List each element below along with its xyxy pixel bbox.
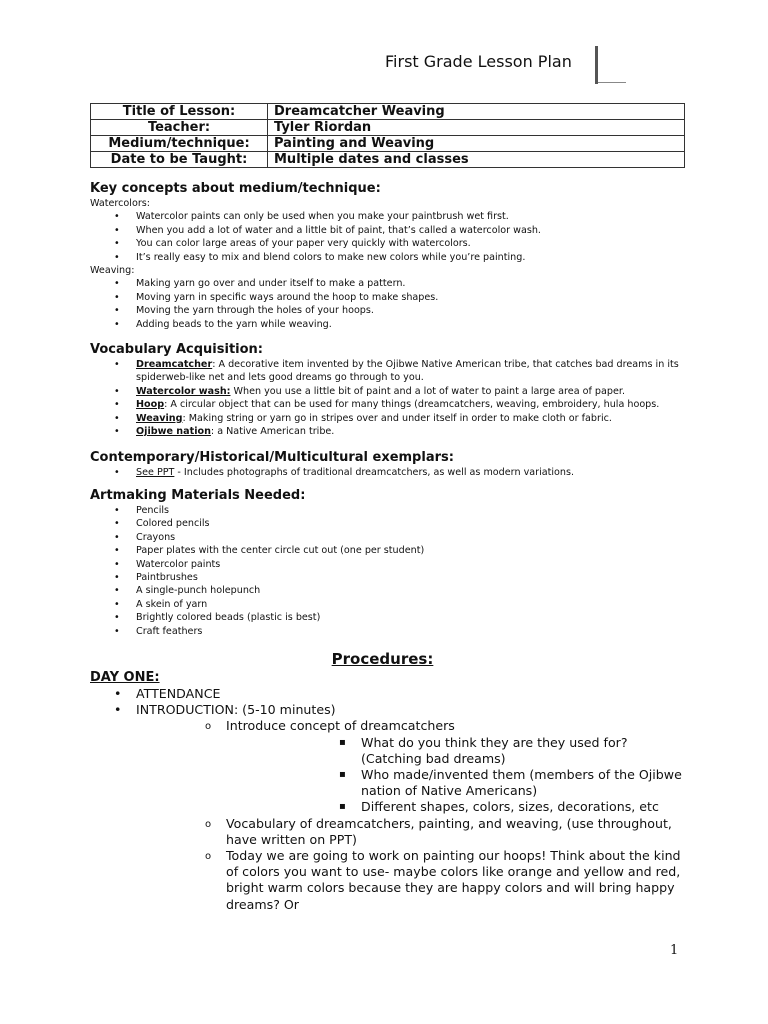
list-item: • A single-punch holepunch (90, 584, 690, 597)
list-item (90, 385, 690, 398)
table-row (91, 136, 685, 152)
list-item: • Moving yarn in specific ways around the hoop to make shapes. (90, 291, 690, 304)
list-item (90, 412, 690, 425)
table-row (91, 152, 685, 168)
list-item (90, 358, 690, 385)
list-item: • It’s really easy to mix and blend colors to make new colors while you’re painting. (90, 251, 690, 264)
questions-list (226, 735, 690, 816)
section-heading-key-concepts: Key concepts about medium/technique: (90, 181, 381, 196)
list-item: • When you add a lot of water and a little bit of paint, that’s called a watercolor wash. (90, 224, 690, 237)
vocab-definition: : A circular object that can be used for many things (dreamcatchers, weaving, embroidery, hula hoops. (164, 399, 660, 411)
list-item: • You can color large areas of your paper very quickly with watercolors. (90, 237, 690, 250)
list-item: o Vocabulary of dreamcatchers, painting, and weaving, (use throughout, have written on PPT) (136, 816, 690, 848)
lesson-info-table (90, 103, 685, 168)
vocab-term: Watercolor wash: (136, 385, 231, 397)
introduction-label: INTRODUCTION: (5-10 minutes) (136, 702, 336, 718)
list-item: • Making yarn go over and under itself to make a pattern. (90, 277, 690, 290)
vocab-definition: : a Native American tribe. (210, 426, 335, 438)
list-item: • ATTENDANCE (90, 686, 690, 702)
vocab-term: Weaving (136, 412, 183, 424)
list-item: • Watercolor paints can only be used when you make your paintbrush wet first. (90, 210, 690, 223)
list-item (90, 425, 690, 438)
section-heading-vocabulary: Vocabulary Acquisition: (90, 342, 263, 358)
page-header-title: First Grade Lesson Plan (385, 52, 572, 71)
info-label: Teacher: (91, 120, 268, 136)
table-row (91, 120, 685, 136)
vocab-definition: When you use a little bit of paint and a lot of water to paint a large area of paper. (230, 385, 625, 397)
header-vertical-rule (595, 46, 598, 84)
ppt-link[interactable]: See PPT (136, 466, 175, 478)
info-value: Painting and Weaving (268, 136, 685, 152)
info-label: Date to be Taught: (91, 152, 268, 168)
vocabulary-list (90, 358, 690, 438)
watercolors-list (90, 210, 690, 264)
materials-list (90, 504, 690, 638)
weaving-list (90, 277, 690, 331)
list-item: o Today we are going to work on painting our hoops! Think about the kind of colors you want to use- maybe colors like orange and yellow and red, bright warm colors because they are happy colors and will bring happy dreams? Or (136, 848, 690, 913)
list-item: • Crayons (90, 531, 690, 544)
list-item (90, 702, 690, 913)
list-item: • Moving the yarn through the holes of your hoops. (90, 304, 690, 317)
vocab-term: Ojibwe nation (136, 426, 211, 438)
procedures-list (90, 686, 690, 913)
table-row (91, 104, 685, 120)
list-item: • Watercolor paints (90, 558, 690, 571)
intro-concept-text: Introduce concept of dreamcatchers (226, 718, 455, 734)
list-item: ▪ What do you think they are they used for? (Catching bad dreams) (226, 735, 690, 767)
list-item: • Colored pencils (90, 517, 690, 530)
vocab-definition: : Making string or yarn go in stripes over and under itself in order to make cloth or fabric. (182, 412, 612, 424)
exemplars-list (90, 466, 690, 479)
list-item: • A skein of yarn (90, 598, 690, 611)
list-item: • Paper plates with the center circle cut out (one per student) (90, 544, 690, 557)
page-number: 1 (670, 943, 679, 958)
list-item: • Paintbrushes (90, 571, 690, 584)
info-label: Title of Lesson: (91, 104, 268, 120)
list-item: • Pencils (90, 504, 690, 517)
watercolors-label: Watercolors: (90, 198, 151, 209)
introduction-sublist (136, 718, 690, 912)
list-item (90, 398, 690, 411)
day-one-heading: DAY ONE: (90, 669, 160, 685)
vocab-definition: : A decorative item invented by the Ojibwe Native American tribe, that catches bad dreams in its spiderweb-like net and lets good dreams go through to you. (136, 359, 679, 384)
key-concepts-section (90, 197, 690, 331)
list-item: ▪ Who made/invented them (members of the Ojibwe nation of Native Americans) (226, 767, 690, 799)
list-item: • Adding beads to the yarn while weaving. (90, 318, 690, 331)
list-item (136, 718, 690, 815)
info-value: Multiple dates and classes (268, 152, 685, 168)
info-label: Medium/technique: (91, 136, 268, 152)
exemplars-text: - Includes photographs of traditional dreamcatchers, as well as modern variations. (174, 466, 575, 478)
list-item: • Craft feathers (90, 625, 690, 638)
section-heading-exemplars: Contemporary/Historical/Multicultural exemplars: (90, 449, 454, 465)
lesson-body (90, 181, 690, 913)
list-item: • Brightly colored beads (plastic is best) (90, 611, 690, 624)
section-heading-materials: Artmaking Materials Needed: (90, 487, 306, 503)
vocab-term: Dreamcatcher (136, 359, 213, 371)
info-value: Tyler Riordan (268, 120, 685, 136)
procedures-title: Procedures: (331, 649, 434, 668)
header-horizontal-rule (598, 82, 626, 83)
info-value: Dreamcatcher Weaving (268, 104, 685, 120)
list-item (90, 466, 690, 479)
list-item: ▪ Different shapes, colors, sizes, decorations, etc (226, 799, 690, 815)
vocab-term: Hoop (136, 399, 165, 411)
weaving-label: Weaving: (90, 265, 135, 277)
